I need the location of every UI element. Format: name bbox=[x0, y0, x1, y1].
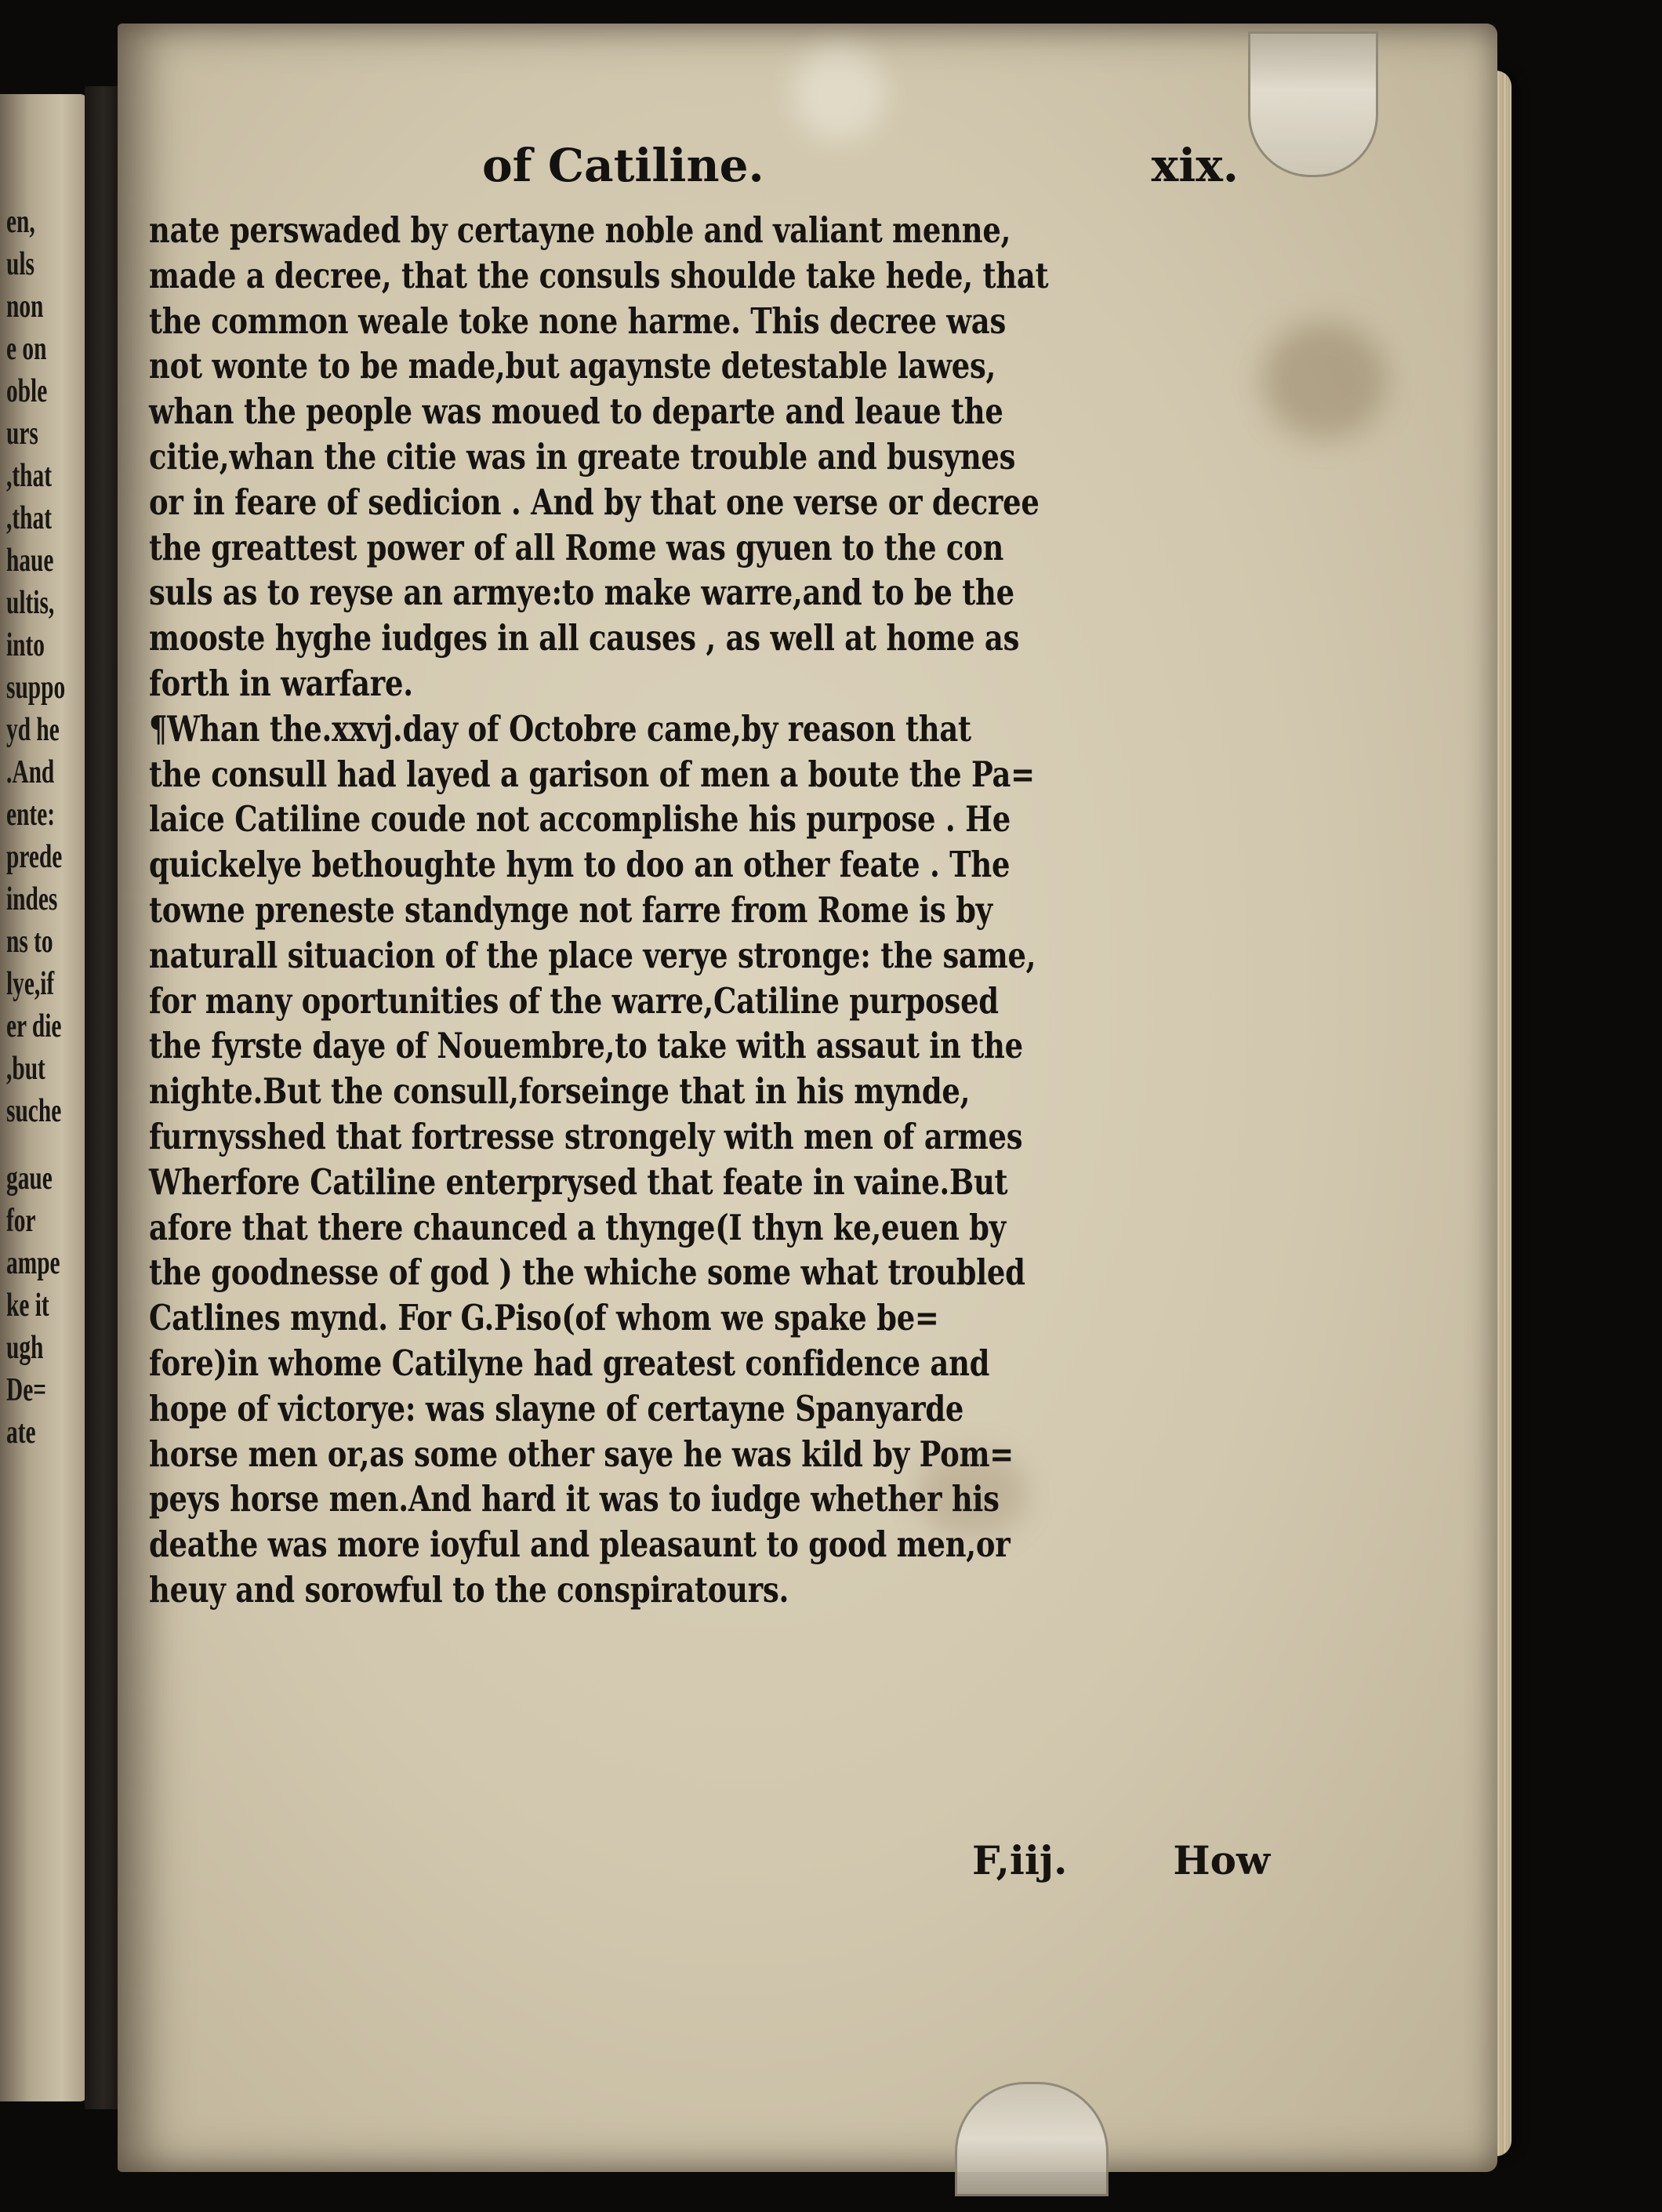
text-line: horse men or,as some other saye he was kild by Pom= bbox=[149, 1433, 1014, 1475]
left-page-fragment: ampe bbox=[6, 1245, 60, 1281]
text-line: suls as to reyse an armye:to make warre,and to be the bbox=[149, 572, 1014, 614]
text-line: furnysshed that fortresse strongely with men of armes bbox=[149, 1115, 1023, 1157]
left-page-fragment: prede bbox=[6, 839, 63, 875]
text-line: peys horse men.And hard it was to iudge whether his bbox=[149, 1478, 1000, 1520]
left-page-fragment: er die bbox=[6, 1008, 62, 1044]
left-page-fragment: ultis, bbox=[6, 585, 55, 621]
left-page-fragment: ,but bbox=[6, 1051, 45, 1087]
left-page-fragment: for bbox=[6, 1203, 36, 1239]
text-line: forth in warfare. bbox=[149, 662, 413, 704]
left-page-fragment: .And bbox=[6, 754, 55, 790]
text-line: nate perswaded by certayne noble and valiant menne, bbox=[149, 209, 1011, 251]
catchword: How bbox=[1173, 1837, 1270, 1883]
text-line: naturall situacion of the place verye stronge: the same, bbox=[149, 934, 1036, 976]
left-page-fragment: ate bbox=[6, 1415, 36, 1451]
text-line: mooste hyghe iudges in all causes , as well at home as bbox=[149, 617, 1020, 659]
top-page-clip bbox=[1248, 31, 1378, 177]
left-page-text bbox=[6, 204, 85, 1451]
text-line: afore that there chaunced a thynge(I thyn ke,euen by bbox=[149, 1206, 1006, 1248]
left-page-fragment: yd he bbox=[6, 712, 60, 748]
left-page-fragment: indes bbox=[6, 881, 58, 917]
body-text bbox=[149, 208, 1246, 1613]
left-page-fragment: ke it bbox=[6, 1288, 49, 1324]
text-line: for many oportunities of the warre,Catiline purposed bbox=[149, 979, 999, 1022]
left-page-fragment: ,that bbox=[6, 458, 52, 494]
left-page-fragment: haue bbox=[6, 543, 54, 579]
left-page-fragment: ns to bbox=[6, 924, 53, 960]
running-head: of Catiline. bbox=[482, 139, 764, 192]
text-line: ¶Whan the.xxvj.day of Octobre came,by reason that bbox=[149, 707, 971, 750]
text-line: the consull had layed a garison of men a boute the Pa= bbox=[149, 753, 1035, 795]
left-page bbox=[0, 94, 88, 2101]
text-line: fore)in whome Catilyne had greatest confidence and bbox=[149, 1342, 990, 1384]
left-page-fragment: urs bbox=[6, 416, 38, 452]
text-line: made a decree, that the consuls shoulde take hede, that bbox=[149, 254, 1049, 296]
folio-number: xix. bbox=[1151, 139, 1239, 192]
text-line: or in feare of sedicion . And by that one verse or decree bbox=[149, 481, 1040, 523]
left-page-fragment: suppo bbox=[6, 670, 66, 706]
text-line: laice Catiline coude not accomplishe his purpose . He bbox=[149, 798, 1011, 841]
text-line: deathe was more ioyful and pleasaunt to good men,or bbox=[149, 1524, 1011, 1566]
page-header bbox=[439, 137, 1239, 200]
text-line: citie,whan the citie was in greate trouble and busynes bbox=[149, 435, 1016, 478]
left-page-fragment: De= bbox=[6, 1372, 47, 1408]
text-line: nighte.But the consull,forseinge that in his mynde, bbox=[149, 1070, 971, 1113]
stain bbox=[1262, 321, 1388, 439]
text-line: not wonte to be made,but agaynste detestable lawes, bbox=[149, 345, 996, 387]
left-page-fragment: non bbox=[6, 289, 44, 325]
text-line: Catlines mynd. For G.Piso(of whom we spake be= bbox=[149, 1297, 939, 1339]
stain bbox=[792, 47, 886, 141]
text-line: heuy and sorowful to the conspiratours. bbox=[149, 1568, 789, 1611]
text-line: hope of victorye: was slayne of certayne Spanyarde bbox=[149, 1387, 964, 1429]
text-line: the goodnesse of god ) the whiche some what troubled bbox=[149, 1251, 1025, 1294]
left-page-fragment: oble bbox=[6, 373, 48, 409]
text-line: towne preneste standynge not farre from Rome is by bbox=[149, 888, 992, 931]
signature-mark: F,iij. bbox=[972, 1837, 1068, 1883]
text-line: the greattest power of all Rome was gyuen to the con bbox=[149, 526, 1004, 568]
left-page-fragment: ente: bbox=[6, 797, 56, 833]
left-page-fragment: ,that bbox=[6, 500, 52, 536]
text-line: the fyrste daye of Nouembre,to take with assaut in the bbox=[149, 1025, 1023, 1067]
text-line: the common weale toke none harme. This decree was bbox=[149, 300, 1006, 342]
left-page-fragment: into bbox=[6, 627, 45, 663]
text-line: Wherfore Catiline enterprysed that feate in vaine.But bbox=[149, 1160, 1008, 1203]
left-page-fragment: gaue bbox=[6, 1160, 53, 1197]
left-page-fragment: uls bbox=[6, 246, 34, 282]
left-page-fragment: ugh bbox=[6, 1330, 44, 1366]
left-page-fragment: lye,if bbox=[6, 966, 55, 1002]
text-line: whan the people was moued to departe and leaue the bbox=[149, 390, 1003, 433]
text-line: quickelye bethoughte hym to doo an other feate . The bbox=[149, 844, 1011, 886]
left-page-fragment: suche bbox=[6, 1093, 62, 1129]
left-page-fragment: en, bbox=[6, 204, 35, 240]
left-page-fragment: e on bbox=[6, 331, 47, 367]
page-footer bbox=[972, 1832, 1270, 1889]
